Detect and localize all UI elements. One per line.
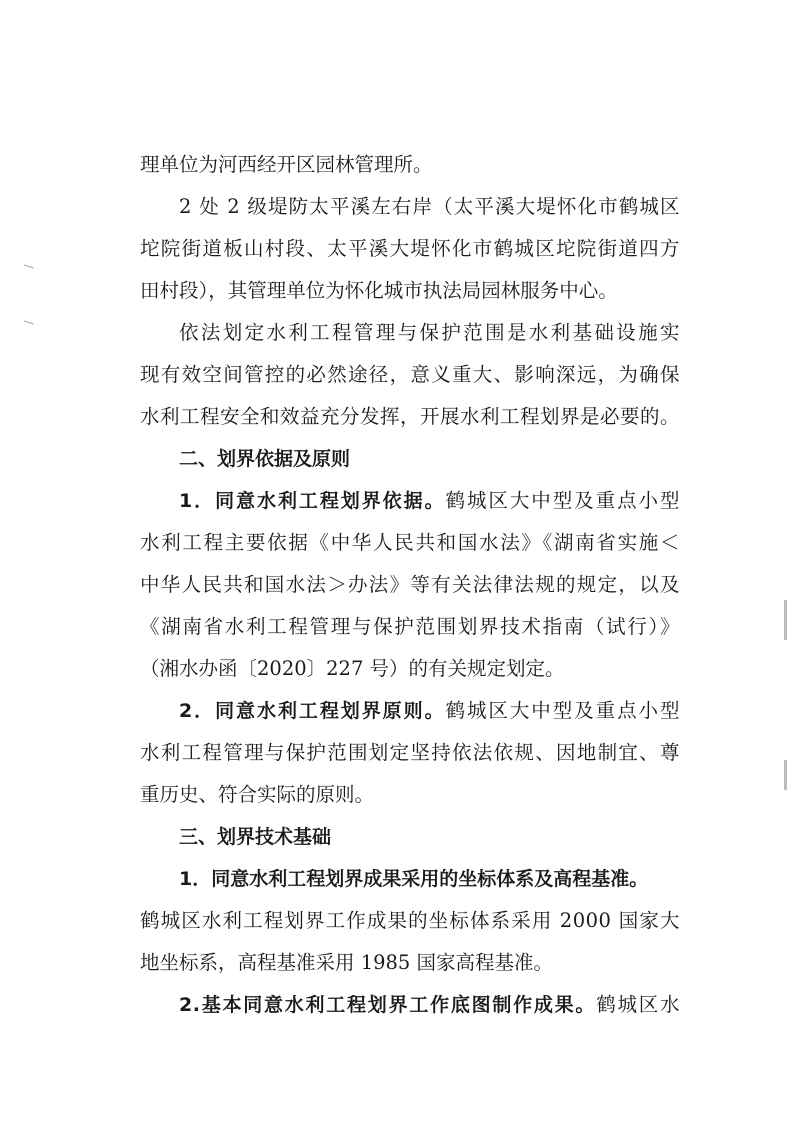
paragraph-text: 鹤城区大中型及重点小型 [445, 699, 680, 722]
paragraph-line: 重历史、符合实际的原则。 [140, 783, 375, 806]
paragraph-line: （湘水办函〔2020〕227 号）的有关规定划定。 [140, 657, 565, 680]
paragraph-line: 现有效空间管控的必然途径，意义重大、影响深远，为确保 [140, 363, 680, 386]
paragraph-text: 鹤城区水 [596, 993, 680, 1016]
paragraph-line [140, 480, 680, 522]
paragraph-line: 地坐标系，高程基准采用 1985 国家高程基准。 [140, 951, 554, 974]
body-text [140, 144, 680, 1026]
subheading-bold: 2.基本同意水利工程划界工作底图制作成果。 [179, 994, 597, 1016]
section-heading: 三、划界技术基础 [179, 826, 332, 848]
paragraph-line [140, 858, 680, 900]
paragraph-line: 田村段），其管理单位为怀化城市执法局园林服务中心。 [140, 279, 618, 302]
subheading-bold: 1．同意水利工程划界依据。 [179, 490, 446, 512]
paragraph-line: 水利工程管理与保护范围划定坚持依法依规、因地制宜、尊 [140, 741, 680, 764]
paragraph-line: 中华人民共和国水法＞办法》等有关法律法规的规定，以及 [140, 573, 680, 596]
scan-mark [24, 264, 34, 268]
scan-edge-speck [784, 760, 787, 790]
paragraph-line: 依法划定水利工程管理与保护范围是水利基础设施实 [179, 321, 680, 344]
paragraph-line: 2 处 2 级堤防太平溪左右岸（太平溪大堤怀化市鹤城区 [179, 195, 680, 218]
paragraph-line [140, 690, 680, 732]
section-heading: 二、划界依据及原则 [179, 448, 351, 470]
subheading-bold: 2．同意水利工程划界原则。 [179, 700, 446, 722]
paragraph-line: 《湖南省水利工程管理与保护范围划界技术指南（试行）》 [140, 615, 680, 638]
paragraph-text: 鹤城区大中型及重点小型 [445, 489, 680, 512]
subheading-bold: 1．同意水利工程划界成果采用的坐标体系及高程基准。 [179, 868, 649, 890]
paragraph-line: 理单位为河西经开区园林管理所。 [140, 153, 433, 176]
paragraph-line: 鹤城区水利工程划界工作成果的坐标体系采用 2000 国家大 [140, 909, 680, 932]
scan-mark [24, 320, 34, 324]
paragraph-line: 水利工程主要依据《中华人民共和国水法》《湖南省实施＜ [140, 531, 680, 554]
paragraph-line: 水利工程安全和效益充分发挥，开展水利工程划界是必要的。 [140, 405, 680, 428]
scan-edge-speck [784, 600, 787, 640]
paragraph-line [140, 984, 680, 1026]
paragraph-line: 坨院街道板山村段、太平溪大堤怀化市鹤城区坨院街道四方 [140, 237, 680, 260]
